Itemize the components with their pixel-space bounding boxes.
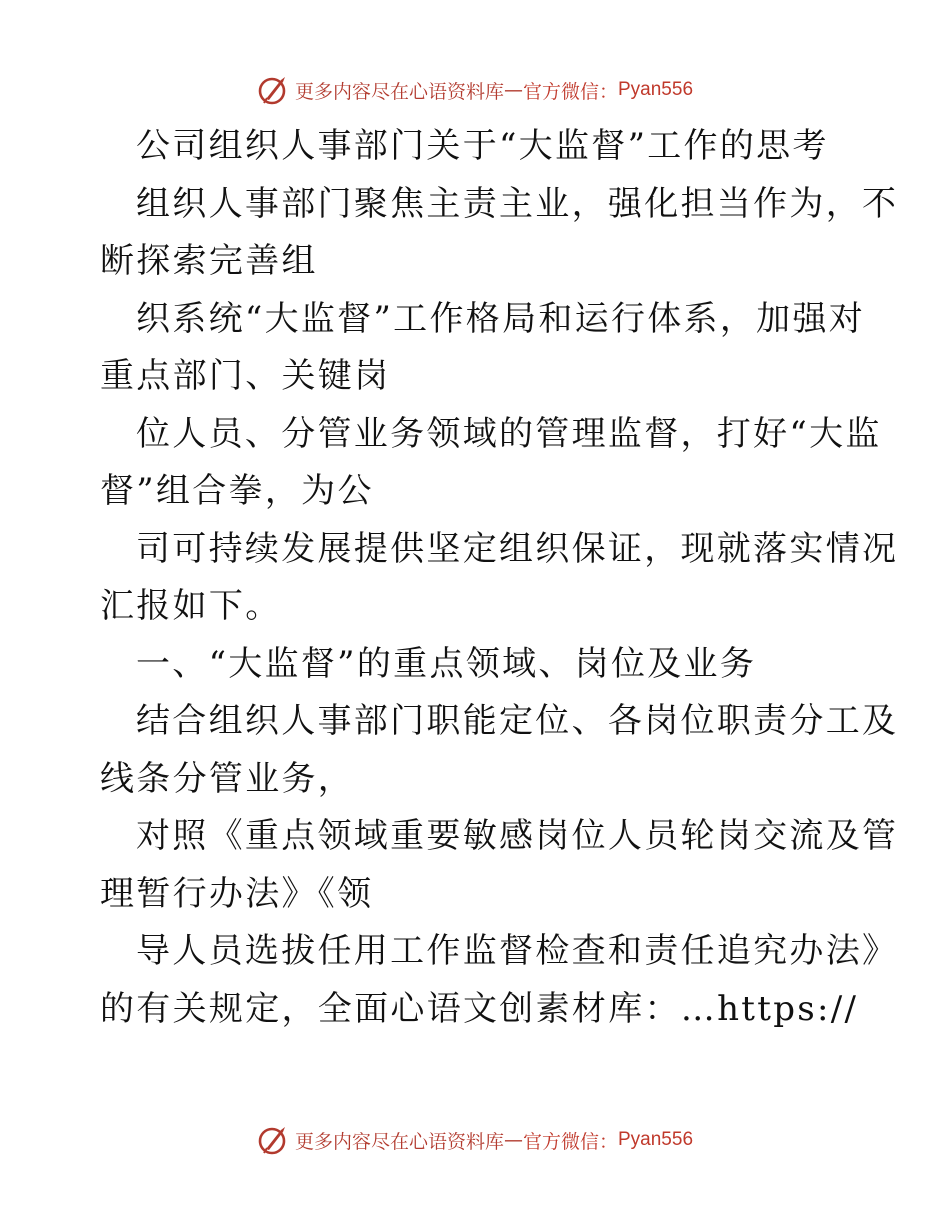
text-line: 重点部门、关键岗 [100, 356, 391, 396]
text-line: 的有关规定，全面心语文创素材库：…https:// [100, 988, 859, 1029]
banner-wechat-label: 官方微信： [522, 80, 618, 103]
banner-main-text: 更多内容尽在心语资料库 [294, 1130, 504, 1153]
banner-separator: — [503, 79, 523, 101]
text-line: 组织人事部门聚焦主责主业，强化担当作为，不 [136, 183, 899, 224]
text-line: 督”组合拳，为公 [100, 471, 374, 511]
banner-wechat-label: 官方微信： [522, 1130, 618, 1153]
text-line: 对照《重点领域重要敏感岗位人员轮岗交流及管 [136, 816, 899, 856]
text-line: 汇报如下。 [100, 586, 282, 626]
text-line: 导人员选拔任用工作监督检查和责任追究办法》 [136, 931, 899, 971]
footer-watermark-banner [0, 1120, 950, 1160]
quill-pen-logo-icon [257, 73, 291, 107]
banner-wechat-id: Pyan556 [618, 1129, 694, 1150]
text-line: 结合组织人事部门职能定位、各岗位职责分工及 [136, 701, 899, 741]
banner-wechat-id: Pyan556 [618, 79, 694, 100]
banner-main-text: 更多内容尽在心语资料库 [294, 80, 504, 103]
text-line: 位人员、分管业务领域的管理监督，打好“大监 [136, 413, 882, 454]
banner-separator: — [503, 1129, 523, 1151]
text-line: 公司组织人事部门关于“大监督”工作的思考 [136, 126, 829, 166]
text-line: 司可持续发展提供坚定组织保证，现就落实情况 [136, 528, 899, 569]
header-watermark-banner [0, 70, 950, 110]
text-line: 线条分管业务， [100, 758, 355, 799]
text-line: 理暂行办法》《领 [100, 873, 374, 914]
document-body [100, 118, 899, 1038]
text-line: 织系统“大监督”工作格局和运行体系，加强对 [136, 298, 866, 339]
quill-pen-logo-icon [257, 1123, 291, 1157]
text-line: 一、“大监督”的重点领域、岗位及业务 [136, 643, 757, 684]
text-line: 断探索完善组 [100, 241, 318, 281]
